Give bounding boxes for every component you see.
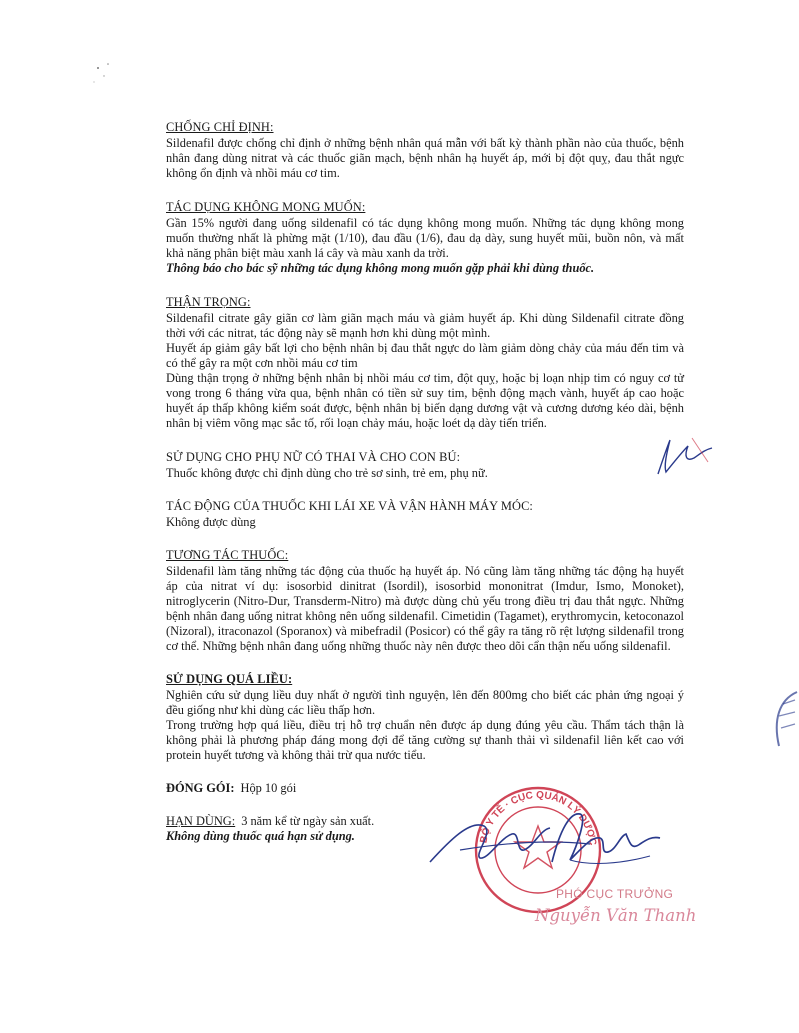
section-overdose: [166, 672, 684, 763]
section-heading: THẬN TRỌNG:: [166, 295, 251, 309]
section-pregnancy: [166, 450, 684, 481]
section-text: Dùng thận trọng ở những bệnh nhân bị nhồi máu cơ tim, đột quỵ, hoặc bị loạn nhịp tim có nguy cơ tử vong trong 6 tháng vừa qua, bệnh nhân có tiền sử suy tim, bệnh động mạch vành, huyết áp cao hoặc huyết áp thấp không kiểm soát được, bệnh nhân bị biến dạng dương vật và cương dương kéo dài, bệnh nhân bị viêm võng mạc sắc tố, rối loạn chảy máu, hoặc loét dạ dày tiến triển.: [166, 371, 684, 430]
section-text: Gần 15% người đang uống sildenafil có tác dụng không mong muốn. Những tác dụng không mong muốn thường nhất là phừng mặt (1/10), đau đầu (1/6), đau dạ dày, sung huyết mũi, buồn nôn, và mất khả năng phân biệt màu xanh lá cây và màu xanh da trời.: [166, 216, 684, 260]
section-heading: TÁC DỤNG KHÔNG MONG MUỐN:: [166, 200, 366, 214]
section-side-effects: [166, 200, 684, 276]
section-text: Sildenafil làm tăng những tác động của thuốc hạ huyết áp. Nó cũng làm tăng những tác động hạ huyết áp của nitrat ví dụ: isosorbid dinitrat (Isordil), isosorbid mononitrat (Imdur, Ismo, Monoket), nitroglycerin (Nitro-Dur, Transderm-Nitro) mà được dùng chủ yếu trong điều trị đau thắt ngực. Những bệnh nhân đang uống nitrat không nên uống sildenafil. Cimetidin (Tagamet), erythromycin, ketoconazol (Nizoral), itraconazol (Sporanox) và mibefradil (Posicor) có thể gây ra tăng rõ rệt lượng sildenafil trong cơ thể. Những bệnh nhân đang uống những thuốc này nên được theo dõi cẩn thận nếu uống sildenafil.: [166, 564, 684, 653]
packaging-value: Hộp 10 gói: [240, 781, 297, 795]
signatory-position: PHÓ CỤC TRƯỞNG: [556, 887, 674, 901]
document-body: [166, 120, 684, 847]
section-heading: SỬ DỤNG CHO PHỤ NỮ CÓ THAI VÀ CHO CON BÚ:: [166, 450, 461, 464]
seal-text: BỘ Y TẾ · CỤC QUẢN LÝ DƯỢC: [478, 789, 598, 847]
section-interactions: [166, 548, 684, 654]
section-heading: SỬ DỤNG QUÁ LIỀU:: [166, 672, 293, 686]
section-text: Thuốc không được chỉ định dùng cho trẻ sơ sinh, trẻ em, phụ nữ.: [166, 466, 488, 480]
section-heading: TÁC ĐỘNG CỦA THUỐC KHI LÁI XE VÀ VẬN HÀNH MÁY MÓC:: [166, 499, 533, 513]
section-text: Huyết áp giảm gây bất lợi cho bệnh nhân bị đau thắt ngực do làm giảm dòng chảy của máu đến tim và có thể gây ra một cơn nhồi máu cơ tim: [166, 341, 684, 370]
section-heading: CHỐNG CHỈ ĐỊNH:: [166, 120, 274, 134]
packaging-label: ĐÓNG GÓI:: [166, 781, 235, 795]
handwritten-signature: [420, 800, 670, 890]
section-contraindications: [166, 120, 684, 181]
section-caution: [166, 295, 684, 431]
edge-stamp-fragment: [769, 690, 799, 750]
section-driving: [166, 499, 684, 530]
margin-initial-mark: [652, 432, 722, 482]
section-text: Sildenafil được chống chỉ định ở những bệnh nhân quá mẫn với bất kỳ thành phần nào của thuốc, bệnh nhân đang dùng nitrat và các thuốc giãn mạch, bệnh nhân hạ huyết áp, mới bị đột quỵ, đau thắt ngực không ổn định và nhồi máu cơ tim.: [166, 136, 684, 180]
expiry-value: 3 năm kể từ ngày sản xuất.: [241, 814, 375, 828]
section-text: Sildenafil citrate gây giãn cơ làm giãn mạch máu và giảm huyết áp. Khi dùng Sildenafil citrate đồng thời với các nitrat, tác động này sẽ mạnh hơn khi dùng một mình.: [166, 311, 684, 340]
signatory-name: Nguyễn Văn Thanh: [535, 906, 697, 925]
section-heading: TƯƠNG TÁC THUỐC:: [166, 548, 289, 562]
section-text: Nghiên cứu sử dụng liều duy nhất ở người tình nguyện, lên đến 800mg cho biết các phản ứng ngoại ý đều giống như khi dùng các liều thấp hơn.: [166, 688, 684, 717]
section-text: Không được dùng: [166, 515, 256, 529]
scan-specks: [88, 58, 128, 98]
expiry-label: HẠN DÙNG:: [166, 814, 236, 828]
section-note: Thông báo cho bác sỹ những tác dụng không mong muốn gặp phải khi dùng thuốc.: [166, 261, 595, 275]
section-text: Trong trường hợp quá liều, điều trị hỗ trợ chuẩn nên được áp dụng đúng yêu cầu. Thẩm tách thận là không phải là phương pháp đáng mong đợi để tăng cường sự thanh thải vì sildenafil liên kết cao với protein huyết tương và không thải trừ qua nước tiểu.: [166, 718, 684, 762]
expiry-note: Không dùng thuốc quá hạn sử dụng.: [166, 829, 355, 843]
